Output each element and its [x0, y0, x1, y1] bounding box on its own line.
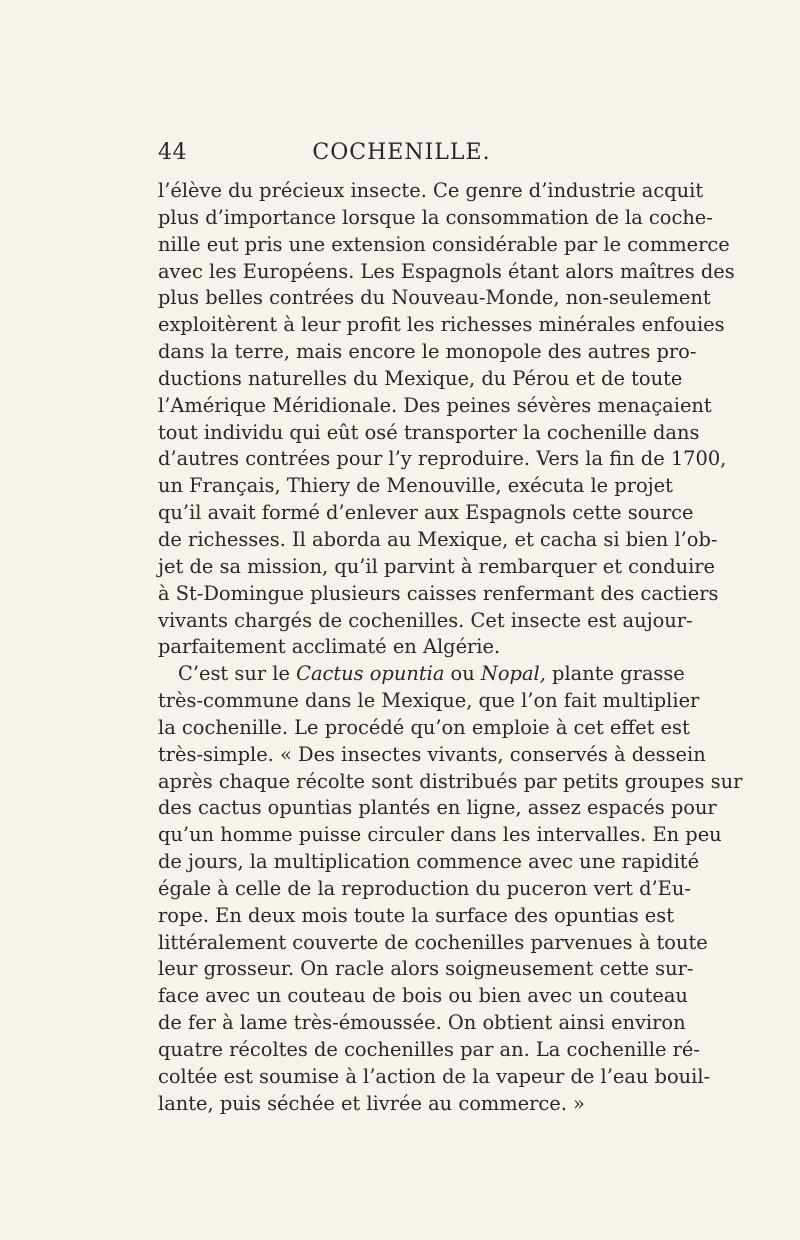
text-line: vivants chargés de cochenilles. Cet insecte est aujour-: [158, 608, 693, 632]
text-line: de jours, la multiplication commence avec une rapidité: [158, 850, 700, 874]
text-line: à St-Domingue plusieurs caisses renfermant des cactiers: [158, 581, 719, 605]
text-line: exploitèrent à leur profit les richesses minérales enfouies: [158, 313, 725, 337]
text-line: parfaitement acclimaté en Algérie.: [158, 635, 501, 659]
page-header: [158, 140, 645, 172]
text-line: très-simple. « Des insectes vivants, conservés à dessein: [158, 742, 706, 766]
text-line: qu’il avait formé d’enlever aux Espagnols cette source: [158, 501, 694, 525]
text-line: plus belles contrées du Nouveau-Monde, non-seulement: [158, 286, 711, 310]
text-line: de richesses. Il aborda au Mexique, et cacha si bien l’ob-: [158, 527, 718, 551]
page-number: 44: [158, 140, 187, 165]
text-line: égale à celle de la reproduction du puceron vert d’Eu-: [158, 876, 691, 900]
text-run: plante grasse: [545, 662, 685, 686]
text-line: qu’un homme puisse circuler dans les intervalles. En peu: [158, 823, 722, 847]
text-line: avec les Européens. Les Espagnols étant alors maîtres des: [158, 259, 735, 283]
text-line: ductions naturelles du Mexique, du Pérou et de toute: [158, 366, 683, 390]
italic-term-nopal: Nopal,: [480, 662, 546, 686]
text-line: après chaque récolte sont distribués par petits groupes sur: [158, 769, 743, 793]
text-line: tout individu qui eût osé transporter la cochenille dans: [158, 420, 700, 444]
text-line: littéralement couverte de cochenilles parvenues à toute: [158, 930, 708, 954]
text-line: rope. En deux mois toute la surface des opuntias est: [158, 903, 675, 927]
text-line: un Français, Thiery de Menouville, exécuta le projet: [158, 474, 673, 498]
text-line: plus d’importance lorsque la consommation de la coche-: [158, 205, 713, 229]
running-title: COCHENILLE.: [312, 140, 491, 165]
text-line: nille eut pris une extension considérable par le commerce: [158, 232, 730, 256]
text-line: l’élève du précieux insecte. Ce genre d’industrie acquit: [158, 179, 704, 202]
text-line: jet de sa mission, qu’il parvint à rembarquer et conduire: [158, 554, 716, 578]
paragraph-2: [158, 661, 743, 1117]
paragraph-1: [158, 178, 735, 661]
text-line: [158, 661, 685, 688]
text-run: ou: [444, 662, 481, 686]
italic-term-cactus-opuntia: Cactus opuntia: [296, 662, 445, 686]
text-line: très-commune dans le Mexique, que l’on fait multiplier: [158, 689, 700, 713]
text-line: quatre récoltes de cochenilles par an. La cochenille ré-: [158, 1038, 700, 1061]
text-line: dans la terre, mais encore le monopole des autres pro-: [158, 340, 697, 364]
text-line: l’Amérique Méridionale. Des peines sévères menaçaient: [158, 393, 712, 417]
body-text: [158, 178, 743, 1118]
text-line: leur grosseur. On racle alors soigneusement cette sur-: [158, 957, 694, 981]
text-run: C’est sur le: [178, 662, 297, 686]
text-line: des cactus opuntias plantés en ligne, assez espacés pour: [158, 796, 717, 820]
text-line: la cochenille. Le procédé qu’on emploie à cet effet est: [158, 715, 690, 739]
text-line: lante, puis séchée et livrée au commerce. »: [158, 1091, 585, 1115]
text-line: de fer à lame très-émoussée. On obtient ainsi environ: [158, 1011, 686, 1035]
text-line: coltée est soumise à l’action de la vapeur de l’eau bouil-: [158, 1064, 711, 1088]
text-line: d’autres contrées pour l’y reproduire. Vers la fin de 1700,: [158, 447, 727, 471]
text-line: face avec un couteau de bois ou bien avec un couteau: [158, 984, 688, 1008]
